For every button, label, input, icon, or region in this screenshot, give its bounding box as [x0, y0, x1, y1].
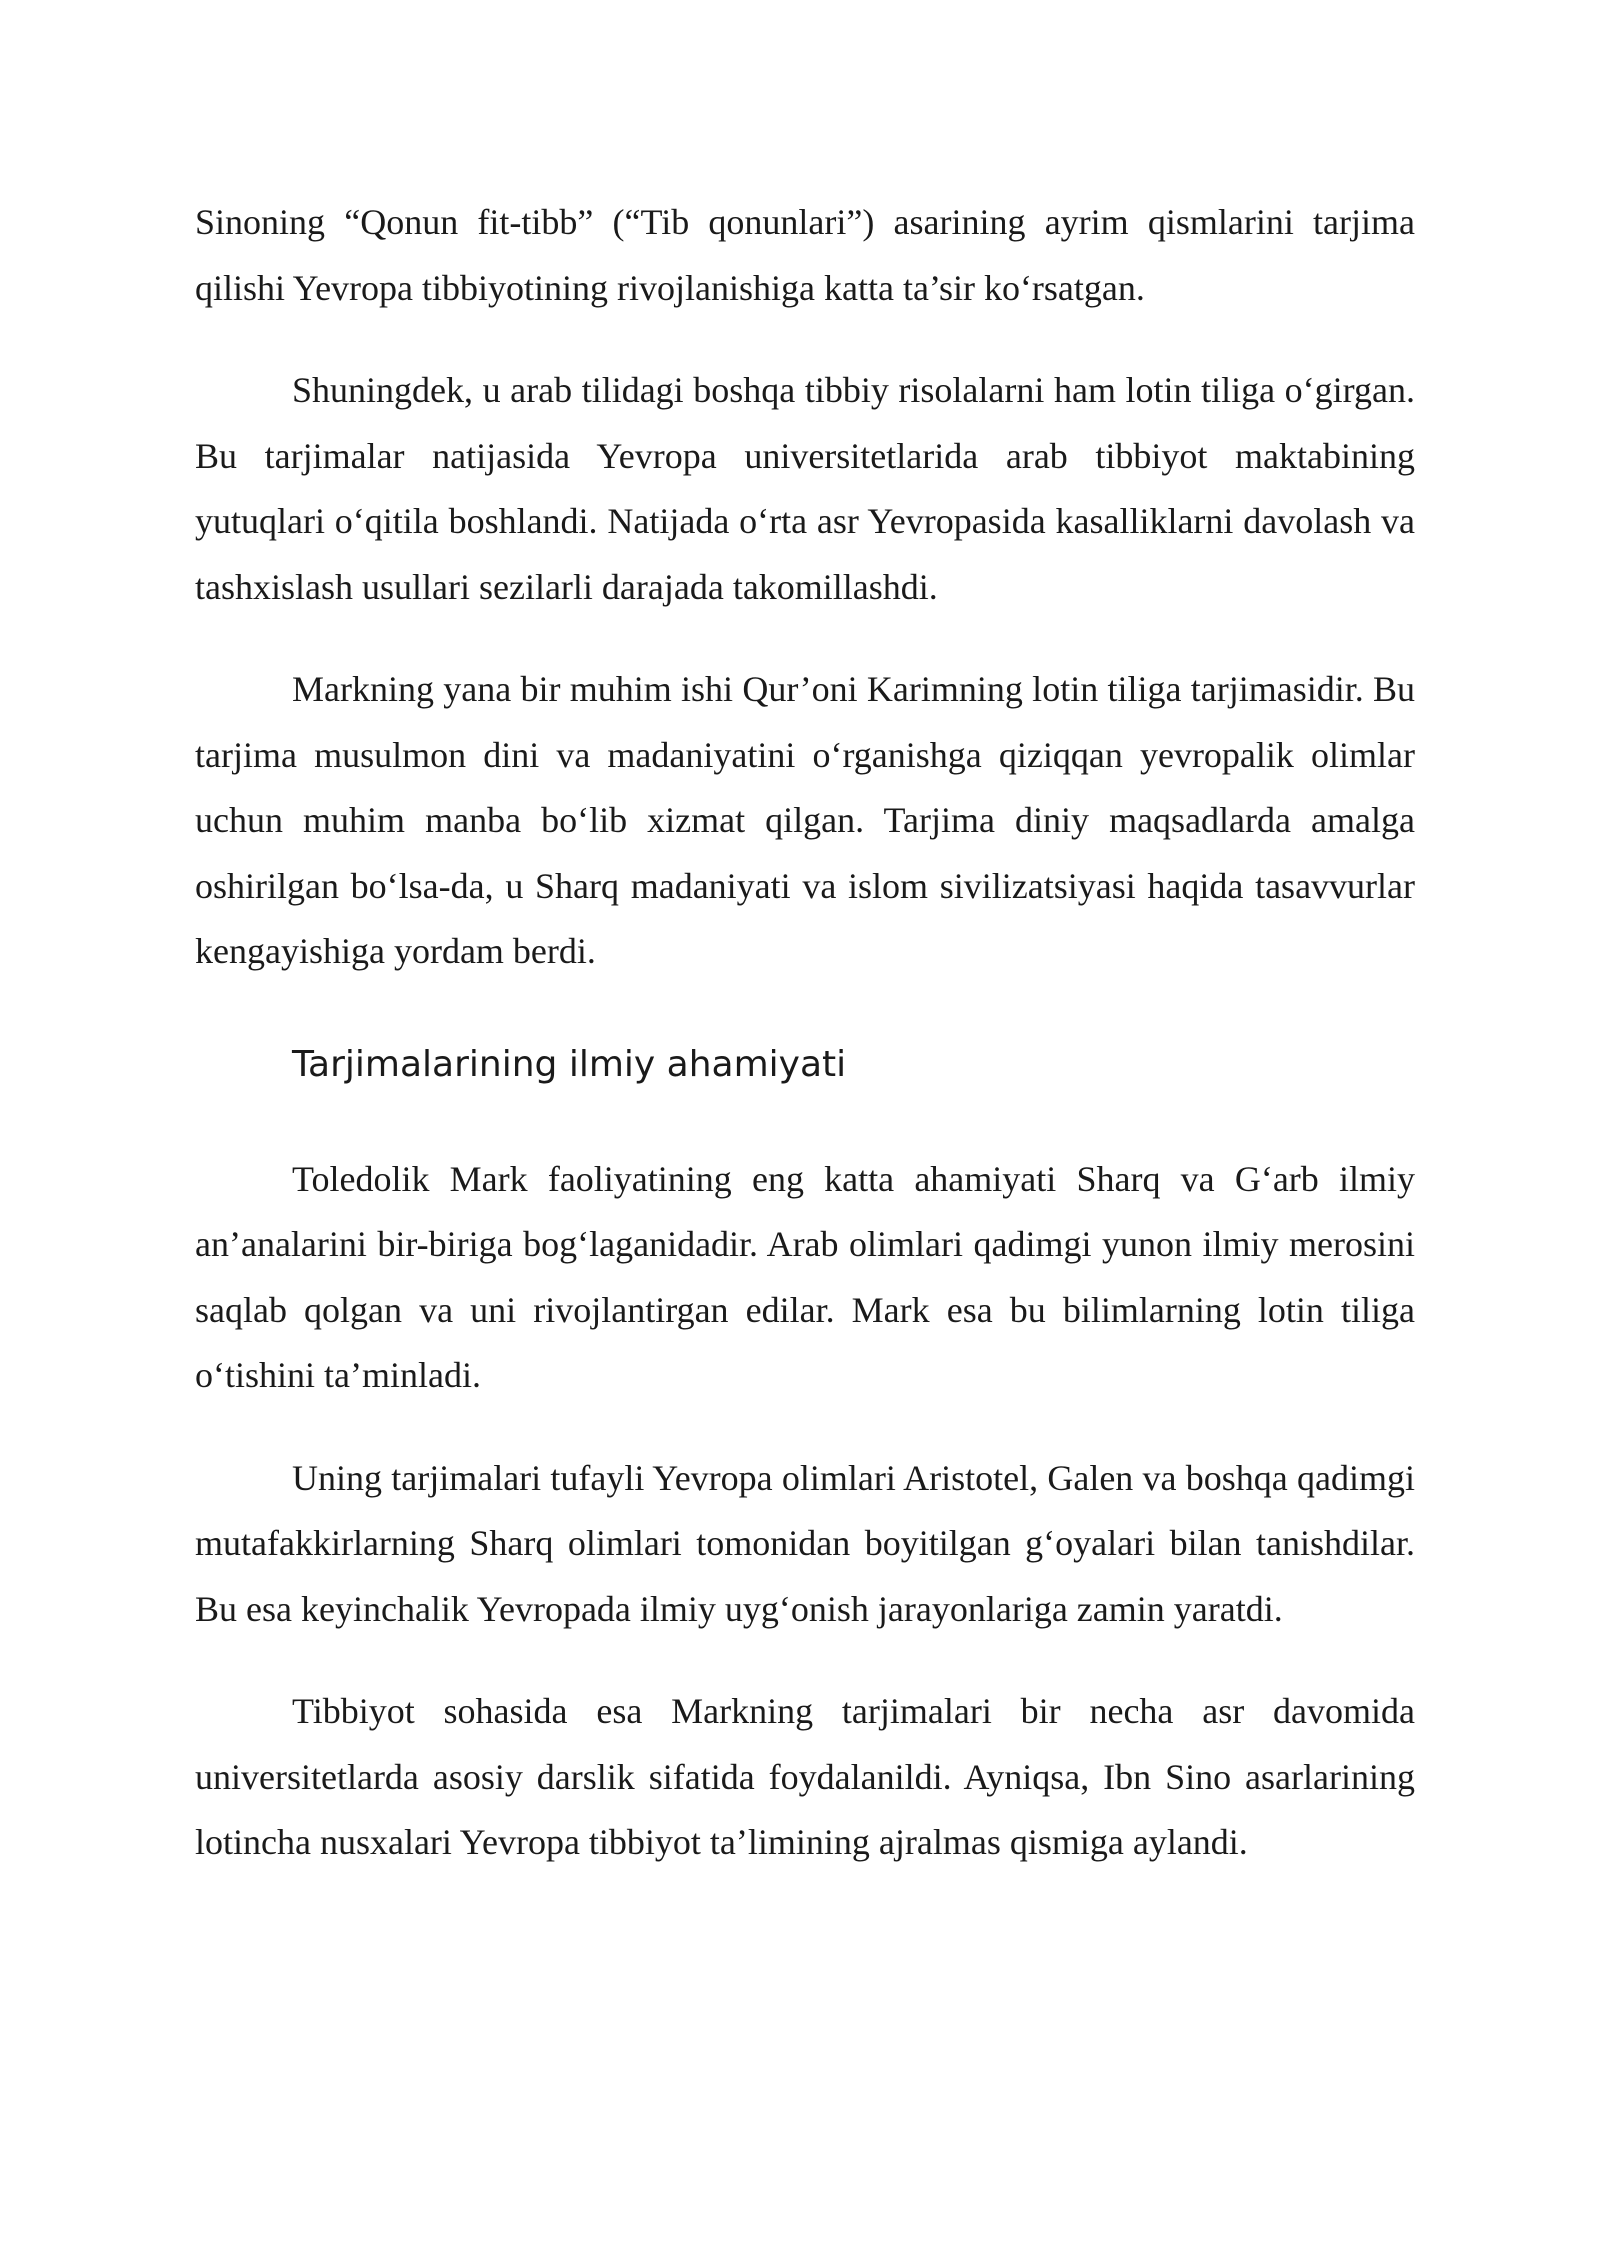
paragraph-medical-treatises: Shuningdek, u arab tilidagi boshqa tibbiy risolalarni ham lotin tiliga o‘girgan. Bu tarjimalar natijasida Yevropa universitetlarida arab tibbiyot maktabining yutuqlari o‘qitila boshlandi. Natijada o‘rta asr Yevropasida kasalliklarni davolash va tashxislash usullari sezilarli darajada takomillashdi. — [195, 370, 1415, 607]
paragraph-quran-translation: Markning yana bir muhim ishi Qur’oni Karimning lotin tiliga tarjimasidir. Bu tarjima musulmon dini va madaniyatini o‘rganishga qiziqqan yevropalik olimlar uchun muhim manba bo‘lib xizmat qilgan. Tarjima diniy maqsadlarda amalga oshirilgan bo‘lsa-da, u Sharq madaniyati va islom sivilizatsiyasi haqida tasavvurlar kengayishiga yordam berdi. — [195, 669, 1415, 971]
paragraph-medical-textbooks: Tibbiyot sohasida esa Markning tarjimalari bir necha asr davomida universitetlarda asosiy darslik sifatida foydalanildi. Ayniqsa, Ibn Sino asarlarining lotincha nusxalari Yevropa tibbiyot ta’limining ajralmas qismiga aylandi. — [195, 1691, 1415, 1862]
section-heading: Tarjimalarining ilmiy ahamiyati — [292, 1043, 847, 1085]
document-page — [195, 190, 1415, 1913]
paragraph-european-scholars: Uning tarjimalari tufayli Yevropa olimlari Aristotel, Galen va boshqa qadimgi mutafakkirlarning Sharq olimlari tomonidan boyitilgan g‘oyalari bilan tanishdilar. Bu esa keyinchalik Yevropada ilmiy uyg‘onish jarayonlariga zamin yaratdi. — [195, 1457, 1415, 1629]
paragraph-east-west-bridge: Toledolik Mark faoliyatining eng katta ahamiyati Sharq va G‘arb ilmiy an’analarini bir-biriga bog‘laganidadir. Arab olimlari qadimgi yunon ilmiy merosini saqlab qolgan va uni rivojlantirgan edilar. Mark esa bu bilimlarning lotin tiliga o‘tishini ta’minladi. — [195, 1158, 1415, 1395]
paragraph-continuation: Sinoning “Qonun fit-tibb” (“Tib qonunlari”) asarining ayrim qismlarini tarjima qilishi Yevropa tibbiyotining rivojlanishiga katta ta’sir ko‘rsatgan. — [195, 202, 1415, 308]
